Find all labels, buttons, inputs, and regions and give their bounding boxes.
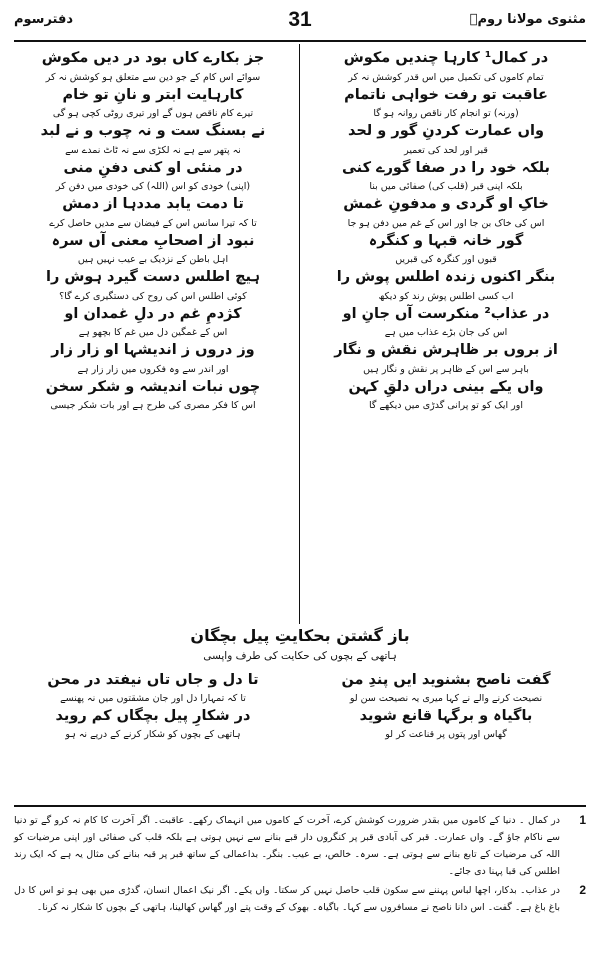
verse: تا دل و جاں تاں نیفتد در محن (47, 672, 259, 688)
verse-translation: باہر سے اس کے ظاہر پر نقش و نگار ہیں (363, 363, 529, 375)
column-divider (299, 44, 300, 624)
verse-translation: اس کے غمگین دل میں غم کا بچھو ہے (78, 327, 228, 338)
footnote (14, 812, 586, 880)
right-column-2 (306, 670, 586, 742)
verse-translation: نہ پتھر سے ہے نہ لکڑی سے نہ ٹاٹ نمدے سے (65, 144, 241, 156)
verse-translation: اور اندر سے وہ فکروں میں زار زار ہے (77, 363, 229, 375)
footnote-marker: 1 (579, 813, 586, 827)
verse: ہیچ اطلس دست گیرد ہوش را (46, 269, 260, 285)
verse: کژدمِ غم در دلِ غمدان او (64, 305, 242, 322)
verse-translation: تیرے کام ناقص ہوں گے اور تیری روٹی کچی ہو گی (52, 108, 254, 119)
verse: چوں نبات اندیشہ و شکر سخن (45, 378, 261, 395)
page-header (14, 8, 586, 36)
book-title: مثنوی مولانا رومؒ (469, 12, 586, 27)
section-subtitle: ہاتھی کے بچوں کی حکایت کی طرف واپسی (203, 650, 397, 662)
verse: واں عمارت کردنِ گور و لحد (347, 123, 544, 139)
verse-translation: قبوں اور کنگرہ کی قبریں (395, 254, 497, 265)
left-column-2 (14, 670, 292, 742)
verse: در شکارِ پیل بچگاں کم روید (55, 708, 251, 724)
verse: نے بسنگ ست و نہ چوب و نے لبد (40, 123, 266, 139)
footnote-marker: 2 (579, 883, 586, 897)
verse: بلکہ خود را در صفا گورے کنی (342, 159, 550, 176)
verse: گفت ناصح بشنوید ایں پندِ من (341, 672, 551, 688)
verse-translation: نصیحت کرنے والے نے کہا میری یہ نصیحت سن لو (349, 693, 543, 704)
footnote-rule (14, 805, 586, 807)
verse: باگیاہ و برگہا قانع شوید (359, 708, 533, 724)
verse-translation: بلکہ اپنی قبر (قلب کی) صفائی میں بنا (369, 181, 523, 192)
section-title: باز گشتن بحکایتِ پیل بچگان (190, 626, 410, 645)
verse-translation: (اپنی) خودی کو اس (اللہ) کی خودی میں دفن کر (55, 181, 251, 192)
verse-translation: اس کی جان بڑے عذاب میں ہے (384, 327, 508, 338)
verse-translation: اس کی خاک بن جا اور اس کے غم میں دفن ہو جا (347, 217, 545, 229)
verse-translation: گھاس اور پتوں پر قناعت کر لو (385, 729, 507, 740)
verse: در عذاب² منکرست آں جانِ او (342, 305, 550, 322)
verse-translation: کوئی اطلس اس کی روح کی دستگیری کرے گا؟ (59, 290, 247, 302)
verse: در منئی او کنی دفنِ منی (63, 159, 243, 176)
verse-translation: اور ایک کو تو پرانی گدڑی میں دیکھے گا (368, 400, 524, 411)
verse: از بروں بر ظاہرش نقش و نگار (334, 342, 558, 358)
verse-translation: قبر اور لحد کی تعمیر (404, 144, 488, 156)
footnotes (14, 812, 586, 916)
left-column (14, 48, 292, 413)
verse-translation: سوائے اس کام کے جو دین سے متعلق ہو کوشش نہ کر (45, 71, 261, 83)
verse: بنگر اکنوں زندہ اطلس پوش را (336, 269, 556, 285)
verse: کارہایت ابتر و نانِ تو خام (62, 86, 244, 103)
verse-translation: (ورنہ) تو انجام کار ناقص روانہ ہو گا (373, 108, 519, 119)
verse-translation: ہاتھی کے بچوں کو شکار کرنے کے درپے نہ ہو (65, 729, 241, 740)
header-rule (14, 40, 586, 42)
verse: وز دروں ز اندیشہا او زار زار (51, 342, 255, 358)
footnote (14, 882, 586, 916)
verse: گور خانہ قبہا و کنگرہ (368, 232, 524, 249)
verse-translation: اب کسی اطلس پوش رند کو دیکھ (378, 290, 514, 302)
verse-translation: اس کا فکر مصری کی طرح ہے اور بات شکر جیسی (50, 400, 256, 411)
verse-translation: تمام کاموں کی تکمیل میں اس قدر کوشش نہ کر (348, 71, 544, 83)
verse: تا دمت یابد مددہا از دمش (62, 196, 244, 212)
verse: خاکِ او گردی و مدفونِ غمش (343, 196, 549, 212)
volume-label: دفترسوم (14, 12, 74, 27)
footnote-text: در عذاب۔ بدکار، اچھا لباس پہننے سے سکون قلب حاصل نہیں کر سکتا۔ واں یکے۔ اگر نیک اعمال انسان، گدڑی میں بھی ہو تو اس کا دل باغ باغ ہے۔ گفت۔ اس دانا ناصح نے مسافروں سے کہا۔ باگیاہ۔ بھوک کے وقت پتے اور گھاس کھالینا، ہاتھی کے بچوں کا شکار نہ کرنا۔ (14, 885, 560, 913)
verse: جز بکارے کاں بود در دیں مکوش (41, 50, 265, 66)
verse: نبود از اصحابِ معنی آں سرہ (51, 232, 255, 249)
right-column (306, 48, 586, 413)
verse-translation: اہل باطن کے نزدیک بے عیب نہیں ہیں (77, 254, 229, 265)
verse: در کمال¹ کارہا چندیں مکوش (343, 50, 549, 66)
footnote-text: در کمال ۔ دنیا کے کاموں میں بقدر ضرورت کوشش کرے، آخرت کے کاموں میں انہماک رکھے۔ عاقبت۔ اگر آخرت کا کام نہ کرو گے تو دنیا سے ناکام جاؤ گے۔ واں عمارت۔ قبر کی آبادی قبر پر کنگروں دار قبے بنانے سے نہیں ہوتی ہے بلکہ قلب کی صفائی اور اپنی مرضیات کو اللہ کی مرضیات کے تابع بنانے سے ہوتی ہے۔ سرہ۔ خالص، بے عیب۔ بنگر۔ بداعمالی کے ساتھ قبر پر قبہ بنانے کی مثال یہ ہے کہ ایک رند اطلس کی قبا پہنا دی جائے۔ (14, 815, 560, 877)
page-number: 31 (288, 8, 312, 31)
verse: عاقبت تو رفت خواہی ناتمام (344, 86, 548, 103)
verse-translation: تا کہ تمہارا دل اور جان مشقتوں میں نہ پھنسے (60, 693, 246, 704)
verse-translation: تا کہ تیرا سانس اس کے فیضان سے مدیں حاصل کرے (49, 217, 257, 229)
verse: واں یکے بینی دراں دلقِ کہن (348, 378, 544, 395)
section-heading (14, 624, 586, 664)
